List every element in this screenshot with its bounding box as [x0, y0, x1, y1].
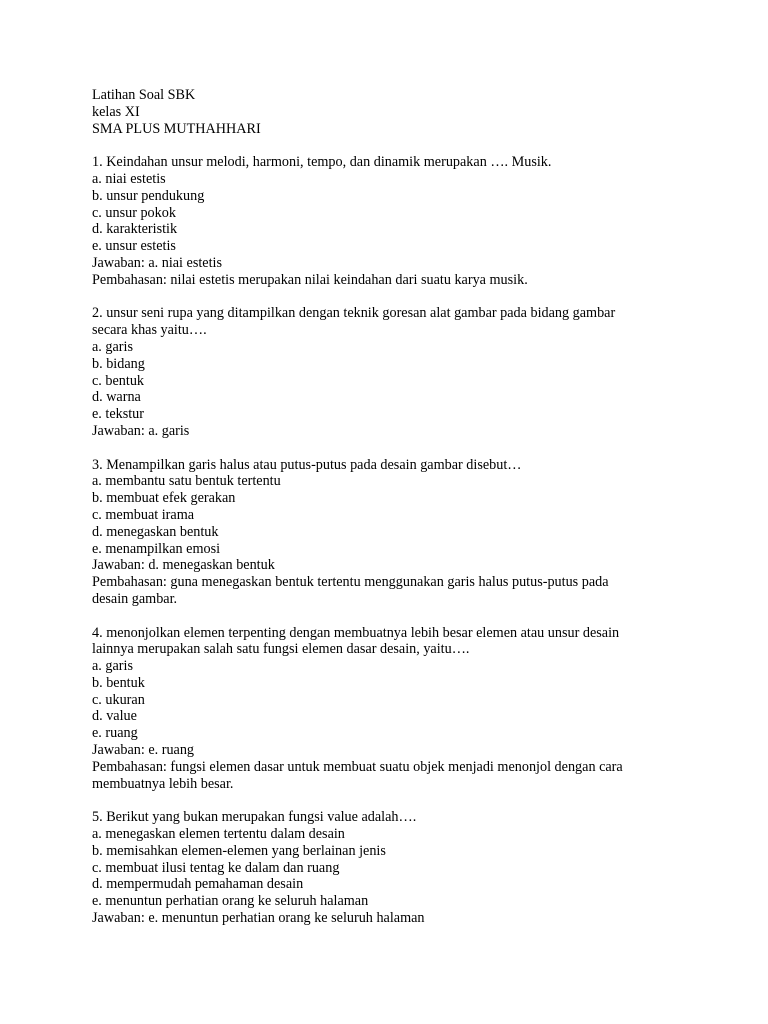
answer-text: Jawaban: d. menegaskan bentuk — [92, 557, 275, 574]
option-d: d. mempermudah pemahaman desain — [92, 876, 304, 893]
option-c: c. bentuk — [92, 372, 145, 389]
answer-text: Jawaban: e. ruang — [92, 742, 195, 759]
answer-text: Jawaban: a. garis — [92, 422, 190, 439]
option-c: c. unsur pokok — [92, 204, 176, 221]
option-b: b. membuat efek gerakan — [92, 490, 236, 507]
option-d: d. menegaskan bentuk — [92, 523, 219, 540]
explanation-text: Pembahasan: guna menegaskan bentuk tertentu menggunakan garis halus putus-putus pada — [92, 574, 609, 591]
option-a: a. garis — [92, 338, 133, 355]
document-title: Latihan Soal SBK — [92, 87, 196, 103]
school-name: SMA PLUS MUTHAHHARI — [92, 120, 261, 137]
question-text: 2. unsur seni rupa yang ditampilkan dengan teknik goresan alat gambar pada bidang gambar — [92, 305, 616, 322]
spacer — [92, 440, 732, 457]
answer-text: Jawaban: a. niai estetis — [92, 254, 223, 271]
spacer — [92, 608, 732, 625]
question-text: 4. menonjolkan elemen terpenting dengan membuatnya lebih besar elemen atau unsur desain — [92, 624, 620, 641]
option-e: e. unsur estetis — [92, 238, 176, 255]
option-a: a. membantu satu bentuk tertentu — [92, 473, 281, 490]
document-header — [92, 87, 732, 137]
explanation-text: Pembahasan: fungsi elemen dasar untuk membuat suatu objek menjadi menonjol dengan cara — [92, 758, 623, 775]
option-c: c. membuat irama — [92, 506, 195, 523]
option-a: a. menegaskan elemen tertentu dalam desain — [92, 826, 345, 843]
option-e: e. tekstur — [92, 406, 145, 423]
option-e: e. menampilkan emosi — [92, 540, 221, 557]
question-4 — [92, 625, 732, 793]
option-e: e. ruang — [92, 725, 138, 742]
question-3 — [92, 457, 732, 608]
explanation-text-continued: desain gambar. — [92, 590, 178, 607]
question-5 — [92, 809, 732, 927]
answer-text: Jawaban: e. menuntun perhatian orang ke seluruh halaman — [92, 910, 425, 927]
option-b: b. bentuk — [92, 674, 145, 691]
option-d: d. value — [92, 708, 137, 725]
explanation-text-continued: membuatnya lebih besar. — [92, 775, 234, 792]
option-c: c. membuat ilusi tentag ke dalam dan ruang — [92, 859, 340, 876]
question-text-continued: secara khas yaitu…. — [92, 322, 207, 339]
option-d: d. karakteristik — [92, 221, 178, 238]
explanation-text: Pembahasan: nilai estetis merupakan nilai keindahan dari suatu karya musik. — [92, 271, 528, 288]
spacer — [92, 792, 732, 809]
option-a: a. niai estetis — [92, 170, 166, 187]
spacer — [92, 289, 732, 306]
question-text: 1. Keindahan unsur melodi, harmoni, tempo, dan dinamik merupakan …. Musik. — [92, 154, 552, 171]
question-text: 3. Menampilkan garis halus atau putus-putus pada desain gambar disebut… — [92, 456, 522, 473]
question-text-continued: lainnya merupakan salah satu fungsi elemen dasar desain, yaitu…. — [92, 641, 470, 658]
class-label: kelas XI — [92, 103, 140, 120]
option-b: b. memisahkan elemen-elemen yang berlainan jenis — [92, 842, 386, 859]
spacer — [92, 137, 732, 154]
question-1 — [92, 154, 732, 288]
option-a: a. garis — [92, 658, 133, 675]
option-b: b. bidang — [92, 355, 145, 372]
option-c: c. ukuran — [92, 691, 145, 708]
question-2 — [92, 305, 732, 439]
question-text: 5. Berikut yang bukan merupakan fungsi value adalah…. — [92, 809, 417, 826]
document-page — [92, 87, 732, 927]
option-e: e. menuntun perhatian orang ke seluruh halaman — [92, 893, 369, 910]
option-d: d. warna — [92, 389, 141, 406]
option-b: b. unsur pendukung — [92, 187, 205, 204]
